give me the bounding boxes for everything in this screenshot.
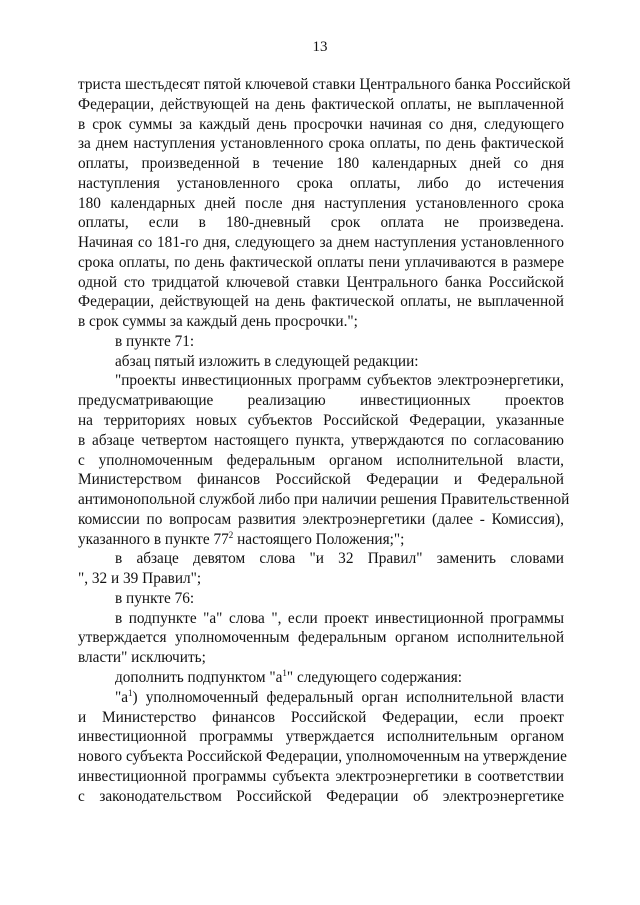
text-line xyxy=(78,549,564,569)
line-text: срока оплаты, по день фактической оплаты пени уплачиваются в размере xyxy=(78,253,564,271)
line-text: в абзаце девятом слова "и 32 Правил" заменить словами xyxy=(115,550,564,568)
line-text: комиссии по вопросам развития электроэнергетики (далее - Комиссия), xyxy=(78,510,564,528)
text-line xyxy=(78,411,564,431)
text-line xyxy=(78,292,564,312)
line-text: с законодательством Российской Федерации об электроэнергетике xyxy=(78,787,564,805)
line-text: 180 календарных дней после дня наступления установленного срока xyxy=(78,194,564,212)
line-text: оплаты, если в 180-дневный срок оплата не произведена. xyxy=(78,214,564,232)
line-text: нового субъекта Российской Федерации, уполномоченным на утверждение xyxy=(78,748,567,766)
line-text: инвестиционной программы субъекта электроэнергетики в соответствии xyxy=(78,767,564,785)
text-line xyxy=(78,312,564,332)
line-text: за днем наступления установленного срока оплаты, по день фактической xyxy=(78,135,564,153)
line-text: в срок суммы за каждый день просрочки начиная со дня, следующего xyxy=(78,115,564,133)
text-line xyxy=(78,609,564,629)
document-body xyxy=(78,75,571,806)
text-line xyxy=(78,431,564,451)
text-line xyxy=(78,174,564,194)
text-line xyxy=(78,332,564,352)
line-text: с уполномоченным федеральным органом исполнительной власти, xyxy=(78,451,564,469)
text-line xyxy=(78,787,564,807)
line-text: в пункте 76: xyxy=(115,589,195,607)
text-line xyxy=(78,569,564,589)
superscript: 1 xyxy=(282,667,287,678)
text-line xyxy=(78,530,564,550)
text-line xyxy=(78,747,567,767)
line-text: наступления установленного срока оплаты, либо до истечения xyxy=(78,174,564,192)
line-text: на территориях новых субъектов Российской Федерации, указанные xyxy=(78,412,564,430)
line-text: Министерством финансов Российской Федерации и Федеральной xyxy=(78,471,564,489)
line-text: в подпункте "а" слова ", если проект инвестиционной программы xyxy=(115,609,564,627)
text-line xyxy=(78,510,564,530)
line-text: Федерации, действующей на день фактической оплаты, не выплаченной xyxy=(78,95,564,113)
text-line xyxy=(78,134,564,154)
text-line xyxy=(78,688,564,708)
text-line xyxy=(78,233,564,253)
line-text: в пункте 71: xyxy=(115,332,195,350)
line-text: инвестиционной программы утверждается исполнительным органом xyxy=(78,728,564,746)
line-text: Начиная со 181-го дня, следующего за днем наступления установленного xyxy=(78,234,564,252)
superscript: 1 xyxy=(128,687,133,698)
line-text: Федерации, действующей на день фактической оплаты, не выплаченной xyxy=(78,293,564,311)
text-line xyxy=(78,727,564,747)
line-text-continued: настоящего Положения;"; xyxy=(233,530,405,548)
text-line xyxy=(78,194,564,214)
text-line xyxy=(78,391,564,411)
line-text: власти" исключить; xyxy=(78,649,206,667)
text-line xyxy=(78,75,571,95)
line-text: утверждается уполномоченным федеральным органом исполнительной xyxy=(78,629,564,647)
text-line xyxy=(78,451,564,471)
superscript: 2 xyxy=(228,529,234,540)
line-text-continued: " следующего содержания: xyxy=(286,668,462,686)
text-line xyxy=(78,95,564,115)
text-line xyxy=(78,708,564,728)
line-text: триста шестьдесят пятой ключевой ставки Центрального банка Российской xyxy=(78,76,571,93)
line-text: ", 32 и 39 Правил"; xyxy=(78,570,202,588)
line-text: оплаты, произведенной в течение 180 календарных дней со дня xyxy=(78,155,564,173)
text-line xyxy=(78,589,564,609)
line-text: "проекты инвестиционных программ субъектов электроэнергетики, xyxy=(115,372,564,390)
page-number: 13 xyxy=(312,39,328,55)
line-text: абзац пятый изложить в следующей редакции: xyxy=(115,352,419,370)
line-text: и Министерство финансов Российской Федерации, если проект xyxy=(78,708,564,726)
text-line xyxy=(78,253,564,273)
line-text: указанного в пункте 77 xyxy=(78,530,229,548)
text-line xyxy=(78,154,564,174)
line-text: в абзаце четвертом настоящего пункта, утверждаются по согласованию xyxy=(78,431,564,449)
line-text: дополнить подпунктом "а xyxy=(115,668,283,686)
text-line xyxy=(78,767,564,787)
text-line xyxy=(78,273,564,293)
text-line xyxy=(78,371,564,391)
text-line xyxy=(78,668,564,688)
text-line xyxy=(78,470,564,490)
text-line xyxy=(78,490,570,510)
line-text-continued: ) уполномоченный федеральный орган исполнительной власти xyxy=(132,688,564,706)
text-line xyxy=(78,352,564,372)
text-line xyxy=(78,115,564,135)
line-text: антимонопольной службой либо при наличии решения Правительственной xyxy=(78,491,570,509)
line-text: предусматривающие реализацию инвестиционных проектов xyxy=(78,392,564,410)
text-line xyxy=(78,628,564,648)
line-text: в срок суммы за каждый день просрочки."; xyxy=(78,313,358,331)
text-line xyxy=(78,648,564,668)
line-text: "а xyxy=(115,688,129,706)
line-text: одной сто тридцатой ключевой ставки Центрального банка Российской xyxy=(78,273,564,291)
text-line xyxy=(78,213,564,233)
